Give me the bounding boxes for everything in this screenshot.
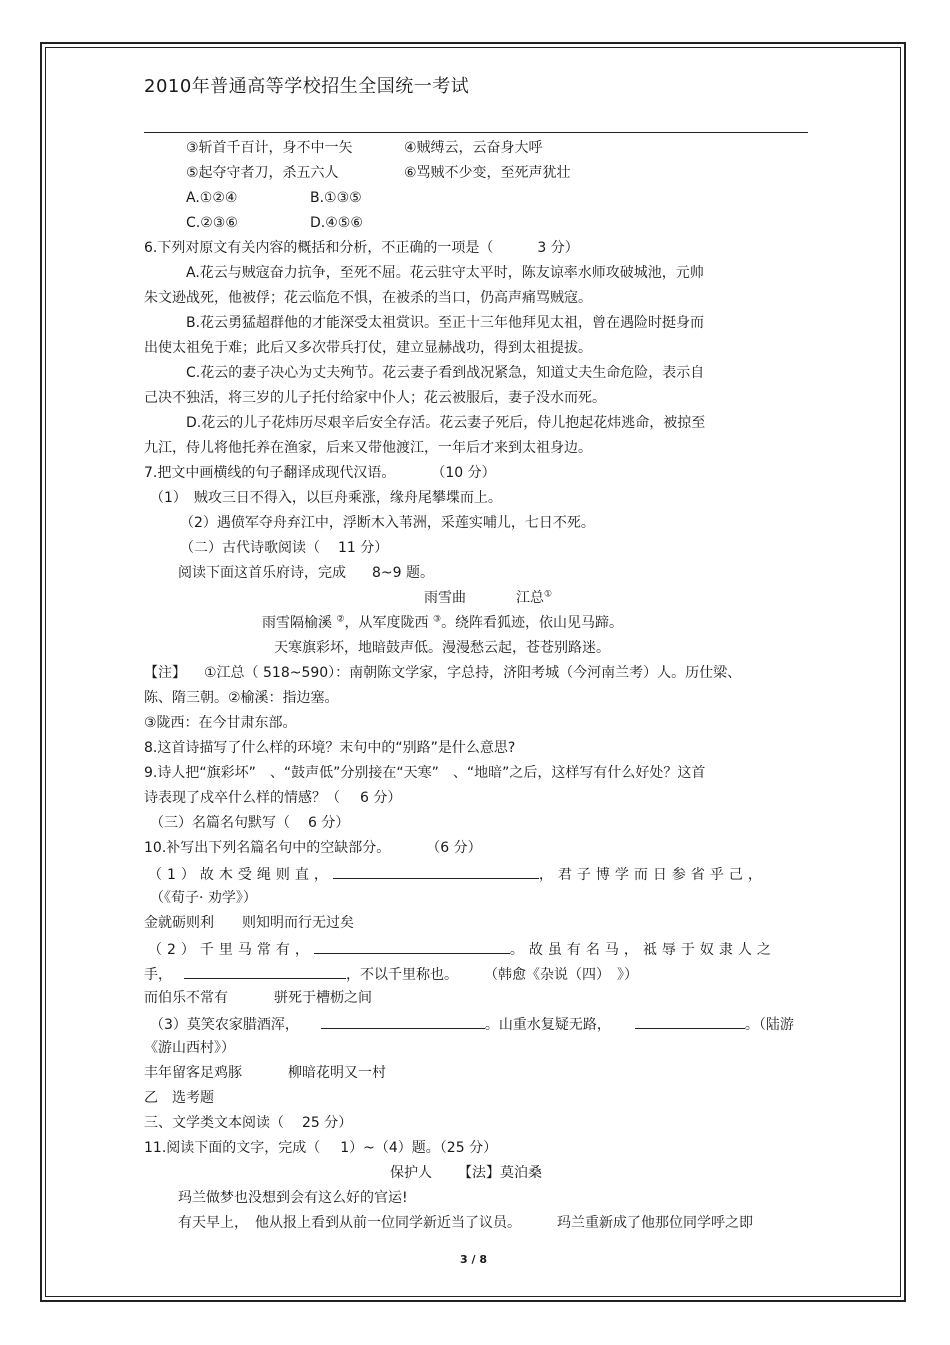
- q10-answer-2a: 而伯乐不常有: [144, 990, 228, 1006]
- poem-author-name: 江总: [516, 590, 544, 606]
- poetry-intro: [178, 564, 434, 582]
- q10-blank-2: [314, 939, 510, 954]
- poem-line-1-part-b: ，从军度陇西: [344, 615, 429, 631]
- poem-line-1: [262, 614, 623, 632]
- q6-option-b-line2: 出使太祖免于难；此后又多次带兵打仗，建立显赫战功，得到太祖提拔。: [144, 340, 592, 356]
- q5-option-5: ⑤起夺守者刀，杀五六人: [186, 165, 339, 181]
- note-marker-3: ③: [432, 614, 442, 625]
- q10-item-3-text-a: （3）莫笑农家腊酒浑，: [150, 1017, 299, 1033]
- story-author: 【法】莫泊桑: [458, 1165, 542, 1181]
- q6-score: 3 分）: [537, 240, 579, 256]
- story-paragraph-2a: 有天早上， 他从报上看到从前一位同学新近当了议员。: [178, 1215, 521, 1231]
- q10-item-3-text-c: 。（陆游: [744, 1017, 794, 1033]
- q8-text: 8.这首诗描写了什么样的环境？末句中的“别路”是什么意思?: [144, 740, 516, 756]
- section-3-score: 6 分）: [308, 815, 350, 831]
- poetry-intro-range: 8~9 题。: [372, 565, 434, 581]
- q6-option-b-line1: B.花云勇猛超群他的才能深受太祖赏识。至正十三年他拜见太祖，曾在遇险时挺身而: [186, 315, 705, 331]
- q5-option-3: ③斩首千百计，身不中一矢: [186, 140, 353, 156]
- q10-answer-1a: 金就砺则利: [144, 915, 214, 931]
- story-title: 保护人: [390, 1165, 432, 1181]
- q6-option-c-line2: 己决不独活，将三岁的儿子托付给家中仆人；花云被服后，妻子没水而死。: [144, 390, 606, 406]
- poem-note-label: 【注】: [144, 665, 186, 681]
- q10-stem-text: 10.补写出下列名篇名句中的空缺部分。: [144, 840, 391, 856]
- q7-stem-text: 7.把文中画横线的句子翻译成现代汉语。: [144, 465, 396, 481]
- part-2-heading: 乙 选考题: [144, 1090, 214, 1106]
- q6-option-a-line1: A.花云与贼寇奋力抗争，至死不屈。花云驻守太平时，陈友谅率水师攻破城池，元帅: [186, 265, 704, 281]
- q10-item-1-text-a: （1）故木受绳则直，: [148, 867, 333, 883]
- poem-line-1-part-c: 。绕阵看狐迹，依山见马蹄。: [441, 615, 624, 631]
- q5-choice-a: A.①②④: [186, 190, 238, 206]
- poetry-section-heading: [180, 539, 388, 557]
- q10-answer-2: [144, 989, 372, 1007]
- note-marker-1: ①: [544, 589, 553, 600]
- q10-blank-3: [184, 964, 346, 979]
- q6-option-d-line2: 九江，侍儿将他托养在渔家，后来又带他渡江，一年后才来到太祖身边。: [144, 440, 592, 456]
- q9-line-2-text: 诗表现了戍卒什么样的情感？（: [144, 790, 340, 806]
- poetry-section-label: （二）古代诗歌阅读（: [180, 540, 320, 556]
- q10-score: （6 分）: [426, 840, 482, 856]
- q11-stem: [144, 1139, 497, 1157]
- poem-line-2: 天寒旗彩坏，地暗鼓声低。漫漫愁云起，苍苍别路迷。: [274, 640, 610, 656]
- q6-option-c-line1: C.花云的妻子决心为丈夫殉节。花云妻子看到战况紧急，知道丈夫生命危险，表示自: [186, 365, 705, 381]
- q10-item-3-source: 《游山西村》）: [144, 1040, 235, 1056]
- q11-stem-text: 11.阅读下面的文字，完成（: [144, 1140, 321, 1156]
- q7-score: （10 分）: [431, 465, 496, 481]
- section-lit-label: 三、文学类文本阅读（: [144, 1115, 284, 1131]
- q10-item-1-source: （《荀子· 劝学》）: [150, 890, 257, 906]
- q5-choice-b: B.①③⑤: [310, 190, 362, 206]
- story-title-line: [390, 1164, 542, 1182]
- q10-blank-5: [635, 1014, 745, 1029]
- q5-choice-c: C.②③⑥: [186, 215, 238, 231]
- q10-item-2-text-b: 。故虽有名马，祗辱于奴隶人之: [509, 942, 776, 958]
- q10-item-1-text-b: ，君子博学而日参省乎己，: [538, 867, 767, 883]
- q9-score: 6 分）: [360, 790, 402, 806]
- story-paragraph-2b: 玛兰重新成了他那位同学呼之即: [557, 1215, 753, 1231]
- q10-item-2-text-d: ，不以千里称也。: [346, 967, 458, 983]
- poem-author: [516, 589, 552, 607]
- q10-item-3: [150, 1014, 794, 1034]
- q6-stem-text: 6.下列对原文有关内容的概括和分析，不正确的一项是（: [144, 240, 494, 256]
- q10-item-2: [148, 939, 776, 959]
- q10-answer-3: [144, 1064, 386, 1082]
- poem-line-1-part-a: 雨雪隔榆溪: [262, 615, 332, 631]
- q10-answer-1: [144, 914, 354, 932]
- q10-item-3-text-b: 。山重水复疑无路，: [484, 1017, 611, 1033]
- poem-note-line-3: ③陇西：在今甘肃东部。: [144, 715, 297, 731]
- q6-option-d-line1: D.花云的儿子花炜历尽艰辛后安全存活。花云妻子死后，侍儿抱起花炜逃命，被掠至: [186, 415, 706, 431]
- q10-item-1: [148, 864, 767, 884]
- q10-answer-1b: 则知明而行无过矣: [242, 915, 354, 931]
- section-3-label: （三）名篇名句默写（: [150, 815, 290, 831]
- q5-option-4: ④贼缚云，云奋身大呼: [404, 140, 543, 156]
- poem-note-1: ①江总（ 518~590）：南朝陈文学家，字总持，济阳考城（今河南兰考）人。历仕梁、: [204, 665, 742, 681]
- section-lit-heading: [144, 1114, 352, 1132]
- q6-option-a-line2: 朱文逊战死，他被俘；花云临危不惧，在被杀的当口，仍高声痛骂贼寇。: [144, 290, 592, 306]
- q9-line-1: 9.诗人把“旗彩坏” 、“鼓声低”分别接在“天寒” 、“地暗”之后，这样写有什么好处？这首: [144, 765, 706, 781]
- story-paragraph-2: [178, 1214, 753, 1232]
- q5-choice-d: D.④⑤⑥: [310, 215, 363, 231]
- q9-line-2: [144, 789, 401, 807]
- q10-item-2-source: （韩愈《杂说（四） 》）: [484, 967, 638, 983]
- q10-answer-3a: 丰年留客足鸡豚: [144, 1065, 242, 1081]
- q10-item-2-text-a: （2）千里马常有，: [148, 942, 314, 958]
- q10-stem: [144, 839, 482, 857]
- poetry-section-score: 11 分）: [338, 540, 389, 556]
- poem-title: 雨雪曲: [424, 590, 466, 606]
- q10-item-2-text-c: 手，: [144, 967, 172, 983]
- q6-stem: [144, 239, 579, 257]
- q7-sentence-1: （1） 贼攻三日不得入，以巨舟乘涨，缘舟尾攀堞而上。: [150, 490, 502, 506]
- header-rule: [144, 132, 808, 133]
- story-paragraph-1: 玛兰做梦也没想到会有这么好的官运!: [178, 1190, 408, 1206]
- q7-stem: [144, 464, 496, 482]
- q5-option-6: ⑥骂贼不少变，至死声犹壮: [404, 165, 571, 181]
- section-lit-score: 25 分）: [302, 1115, 353, 1131]
- q7-sentence-2: （2）遇偾军夺舟弃江中，浮断木入苇洲，采莲实哺儿，七日不死。: [180, 515, 595, 531]
- q10-answer-3b: 柳暗花明又一村: [288, 1065, 386, 1081]
- q11-range: 1）~（4）题。（25 分）: [340, 1140, 498, 1156]
- q10-blank-4: [321, 1014, 485, 1029]
- page-header-title: 2010年普通高等学校招生全国统一考试: [144, 76, 470, 97]
- note-marker-2: ②: [336, 614, 345, 625]
- section-3-heading: [150, 814, 349, 832]
- q10-item-2-cont: [144, 964, 638, 984]
- poem-note-line-1: [144, 664, 741, 682]
- page-number: 3 / 8: [460, 1253, 487, 1266]
- q10-blank-1: [333, 864, 539, 879]
- poetry-intro-text: 阅读下面这首乐府诗，完成: [178, 565, 346, 581]
- q10-answer-2b: 骈死于槽枥之间: [274, 990, 372, 1006]
- poem-note-line-2: 陈、隋三朝。②榆溪：指边塞。: [144, 690, 339, 706]
